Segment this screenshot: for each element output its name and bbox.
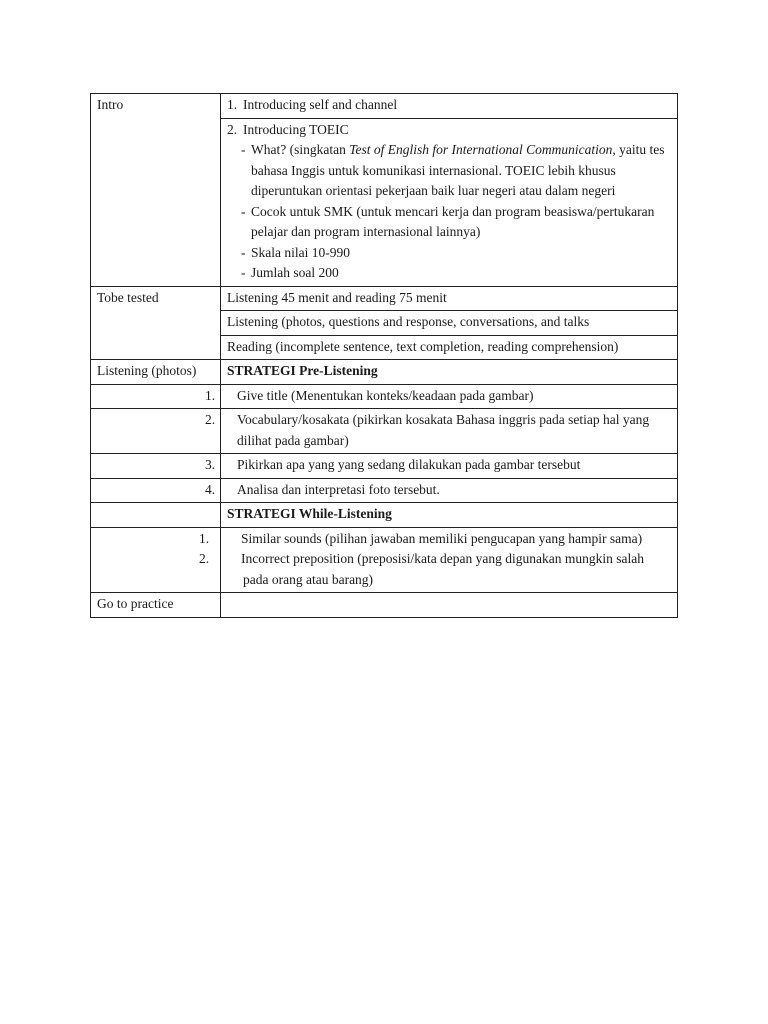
pre-item-2: 2. Vocabulary/kosakata (pikirkan kosakata Bahasa inggris pada setiap hal yang dilihat pada gambar) [221, 409, 678, 454]
intro-item-2: 2. Introducing TOEIC - What? (singkatan Test of English for International Communication, yaitu tes bahasa Inggis untuk komunikasi internasional. TOEIC lebih khusus diperuntukan orientasi pekerjaan baik luar negeri atau dalam negeri - Cocok untuk SMK (untuk mencari kerja dan program beasiswa/pertukaran pelajar dan program internasional lainnya) - Skala nilai 10-990 - Jumlah soal 200 [221, 118, 678, 286]
tobe-line-2: Listening (photos, questions and response, conversations, and talks [221, 311, 678, 336]
table-row [91, 503, 678, 528]
intro-item-1: 1. Introducing self and channel [221, 94, 678, 119]
practice-content [221, 593, 678, 618]
row-label-intro: Intro [91, 94, 221, 287]
pre-item-1: 1. Give title (Menentukan konteks/keadaan pada gambar) [221, 384, 678, 409]
table-row [91, 409, 678, 454]
table-row [91, 527, 678, 593]
row-label-listening-photos: Listening (photos) [91, 360, 221, 385]
table-row [91, 454, 678, 479]
bullet-skala: - Skala nilai 10-990 [241, 244, 350, 260]
tobe-line-3: Reading (incomplete sentence, text completion, reading comprehension) [221, 335, 678, 360]
tobe-line-1: Listening 45 menit and reading 75 menit [221, 286, 678, 311]
bullet-jumlah: - Jumlah soal 200 [241, 265, 339, 280]
while-listening-heading: STRATEGI While-Listening [221, 503, 678, 528]
lesson-plan-table [90, 93, 678, 618]
bullet-smk: - Cocok untuk SMK (untuk mencari kerja dan program beasiswa/pertukaran pelajar dan program internasional lainnya) [241, 203, 655, 239]
table-row [91, 384, 678, 409]
pre-listening-heading: STRATEGI Pre-Listening [221, 360, 678, 385]
pre-item-4: 4. Analisa dan interpretasi foto tersebut. [221, 478, 678, 503]
table-row [91, 286, 678, 311]
row-label-go-to-practice: Go to practice [91, 593, 221, 618]
while-items: 1. Similar sounds (pilihan jawaban memiliki pengucapan yang hampir sama) 2. Incorrect preposition (preposisi/kata depan yang digunakan mungkin salah pada orang atau barang) [221, 527, 678, 593]
table-row [91, 478, 678, 503]
pre-item-3: 3. Pikirkan apa yang yang sedang dilakukan pada gambar tersebut [221, 454, 678, 479]
table-row [91, 593, 678, 618]
table-row [91, 360, 678, 385]
table-row [91, 94, 678, 119]
bullet-what: - What? (singkatan Test of English for International Communication, yaitu tes bahasa Inggis untuk komunikasi internasional. TOEIC lebih khusus diperuntukan orientasi pekerjaan baik luar negeri atau dalam negeri [241, 142, 665, 198]
row-label-tobe-tested: Tobe tested [91, 286, 221, 360]
